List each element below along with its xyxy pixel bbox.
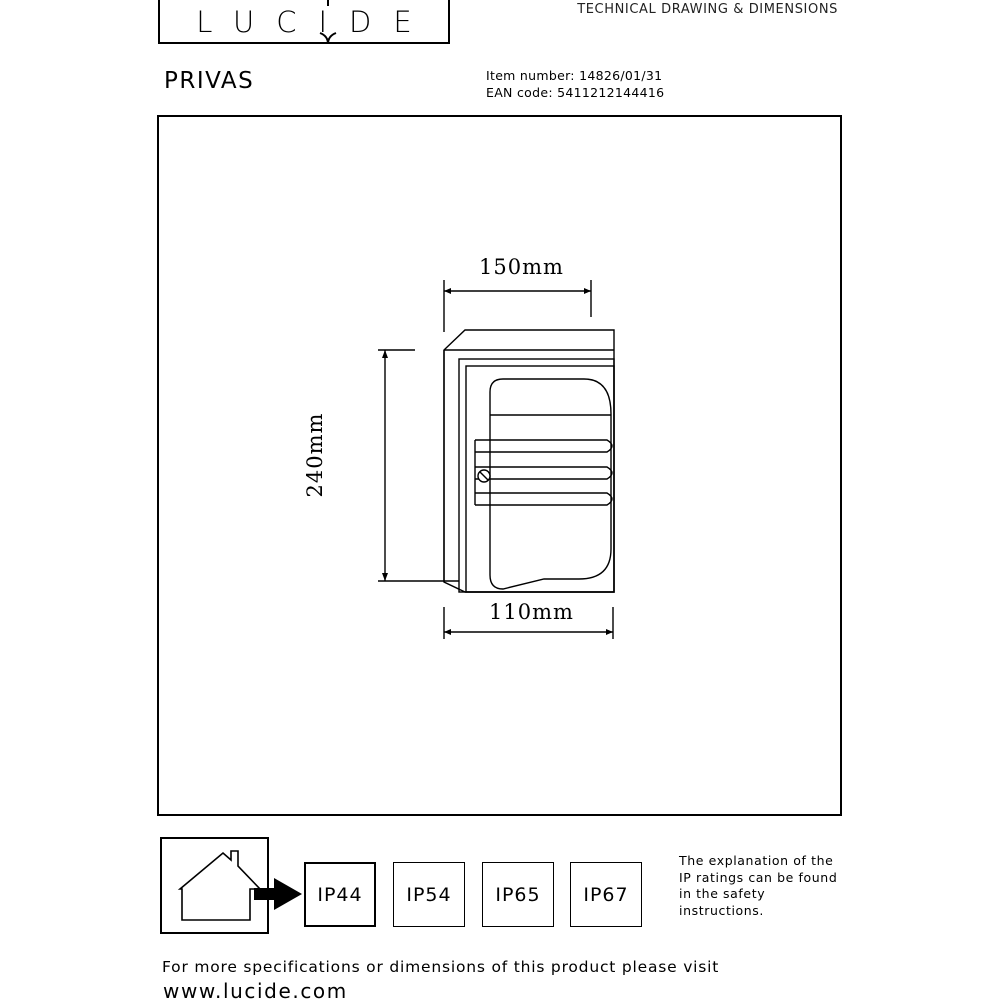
footer-text: For more specifications or dimensions of this product please visit	[162, 958, 720, 976]
lamp-drawing	[159, 117, 844, 818]
item-number-label: Item number:	[486, 68, 575, 83]
height-dimension-label: 240mm	[303, 412, 327, 498]
website-link[interactable]: www.lucide.com	[163, 979, 348, 1003]
document-subtitle: TECHNICAL DRAWING & DIMENSIONS	[577, 2, 838, 17]
product-meta	[486, 67, 664, 101]
item-number-row	[486, 67, 664, 84]
brand-logo	[158, 0, 450, 44]
ean-row	[486, 84, 664, 101]
ip-rating-ip54: IP54	[393, 862, 465, 927]
item-number-value: 14826/01/31	[579, 68, 663, 83]
arrow-right-icon	[252, 876, 308, 912]
technical-drawing	[157, 115, 842, 816]
product-name: PRIVAS	[164, 68, 255, 94]
depth-dimension-label: 150mm	[479, 255, 564, 279]
logo-text: LUCIDE	[196, 5, 434, 39]
ip-rating-ip65: IP65	[482, 862, 554, 927]
ip-rating-ip44: IP44	[304, 862, 376, 927]
ean-label: EAN code:	[486, 85, 553, 100]
width-dimension-label: 110mm	[489, 600, 574, 624]
ip-rating-ip67: IP67	[570, 862, 642, 927]
ean-value: 5411212144416	[557, 85, 665, 100]
ip-explanation-note: The explanation of the IP ratings can be found in the safety instructions.	[679, 853, 838, 918]
